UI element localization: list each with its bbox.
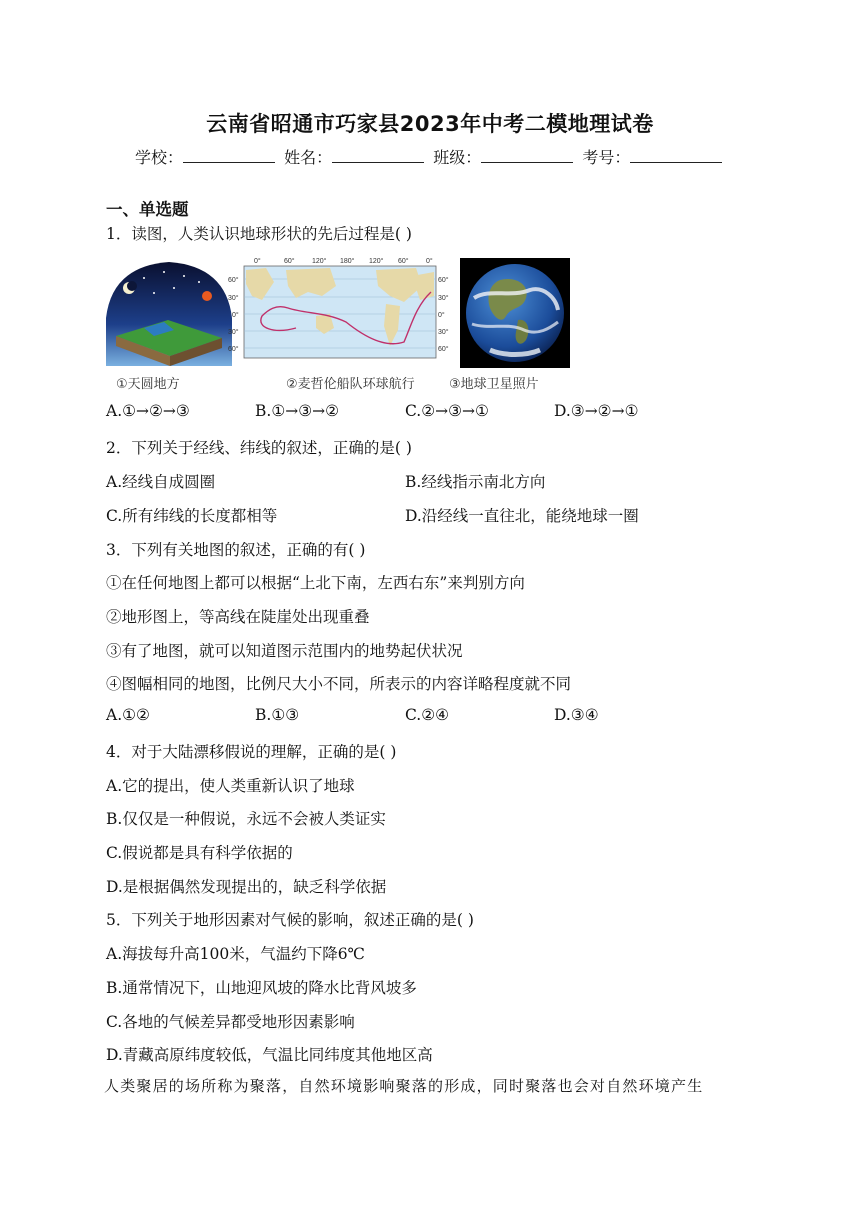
lat-tick: 30° bbox=[228, 329, 239, 336]
q3-option-b[interactable]: B.①③ bbox=[255, 706, 300, 724]
lat-tick: 60° bbox=[228, 346, 239, 353]
q4-option-b[interactable]: B.仅仅是一种假说，永远不会被人类证实 bbox=[106, 810, 386, 828]
q3-option-d[interactable]: D.③④ bbox=[554, 706, 599, 724]
class-label: 班级： bbox=[433, 148, 482, 167]
q2-option-d[interactable]: D.沿经线一直往北，能绕地球一圈 bbox=[405, 507, 639, 525]
lon-tick: 180° bbox=[340, 258, 355, 265]
school-label: 学校： bbox=[135, 148, 184, 167]
lat-tick: 60° bbox=[438, 277, 449, 284]
section-heading: 一、单选题 bbox=[106, 200, 189, 219]
earth-satellite-photo bbox=[460, 258, 570, 368]
figure-caption-3: ③地球卫星照片 bbox=[449, 377, 539, 392]
q3-option-c[interactable]: C.②④ bbox=[405, 706, 450, 724]
q4-option-a[interactable]: A.它的提出，使人类重新认识了地球 bbox=[106, 777, 355, 795]
q4-option-d[interactable]: D.是根据偶然发现提出的，缺乏科学依据 bbox=[106, 878, 387, 896]
lon-tick: 120° bbox=[312, 258, 327, 265]
exam-no-blank[interactable] bbox=[630, 148, 722, 163]
class-blank[interactable] bbox=[481, 148, 573, 163]
q5-option-a[interactable]: A.海拔每升高100米，气温约下降6℃ bbox=[106, 945, 365, 963]
lat-tick: 0° bbox=[232, 312, 239, 319]
heaven-round-earth-square-image bbox=[104, 258, 234, 370]
lat-tick: 30° bbox=[228, 295, 239, 302]
q3-statement-4: ④图幅相同的地图，比例尺大小不同，所表示的内容详略程度就不同 bbox=[106, 675, 572, 693]
page-title: 云南省昭通市巧家县2023年中考二模地理试卷 bbox=[206, 112, 654, 136]
passage-text: 人类聚居的场所称为聚落，自然环境影响聚落的形成，同时聚落也会对自然环境产生 bbox=[104, 1077, 704, 1095]
student-info-row bbox=[135, 145, 726, 168]
q1-option-c[interactable]: C.②→③→① bbox=[405, 402, 489, 420]
q3-statement-3: ③有了地图，就可以知道图示范围内的地势起伏状况 bbox=[106, 642, 463, 660]
question-4-stem: 4．对于大陆漂移假说的理解，正确的是( ) bbox=[106, 743, 397, 761]
lon-tick: 60° bbox=[284, 258, 295, 265]
question-1-figure bbox=[104, 258, 574, 393]
q1-option-b[interactable]: B.①→③→② bbox=[255, 402, 339, 420]
lat-tick: 30° bbox=[438, 329, 449, 336]
figure-caption-2: ②麦哲伦船队环球航行 bbox=[286, 377, 415, 392]
figure-caption-1: ①天圆地方 bbox=[116, 377, 180, 392]
q5-option-b[interactable]: B.通常情况下，山地迎风坡的降水比背风坡多 bbox=[106, 979, 417, 997]
lat-tick: 0° bbox=[438, 312, 445, 319]
q3-option-a[interactable]: A.①② bbox=[106, 706, 150, 724]
lon-tick: 0° bbox=[254, 258, 261, 265]
question-2-stem: 2．下列关于经线、纬线的叙述，正确的是( ) bbox=[106, 439, 412, 457]
q3-statement-1: ①在任何地图上都可以根据“上北下南，左西右东”来判别方向 bbox=[106, 574, 525, 592]
exam-no-label: 考号： bbox=[582, 148, 631, 167]
q1-option-a[interactable]: A.①→②→③ bbox=[106, 402, 190, 420]
lon-tick: 120° bbox=[369, 258, 384, 265]
name-blank[interactable] bbox=[332, 148, 424, 163]
lat-tick: 60° bbox=[228, 277, 239, 284]
school-blank[interactable] bbox=[183, 148, 275, 163]
lon-tick: 0° bbox=[426, 258, 433, 265]
question-5-stem: 5．下列关于地形因素对气候的影响，叙述正确的是( ) bbox=[106, 911, 474, 929]
q5-option-d[interactable]: D.青藏高原纬度较低，气温比同纬度其他地区高 bbox=[106, 1046, 433, 1064]
lat-tick: 60° bbox=[438, 346, 449, 353]
question-3-stem: 3．下列有关地图的叙述，正确的有( ) bbox=[106, 541, 366, 559]
q3-statement-2: ②地形图上，等高线在陡崖处出现重叠 bbox=[106, 608, 370, 626]
q4-option-c[interactable]: C.假说都是具有科学依据的 bbox=[106, 844, 293, 862]
lon-tick: 60° bbox=[398, 258, 409, 265]
name-label: 姓名： bbox=[284, 148, 333, 167]
q5-option-c[interactable]: C.各地的气候差异都受地形因素影响 bbox=[106, 1013, 355, 1031]
q2-option-c[interactable]: C.所有纬线的长度都相等 bbox=[106, 507, 278, 525]
q2-option-b[interactable]: B.经线指示南北方向 bbox=[405, 473, 546, 491]
q2-option-a[interactable]: A.经线自成圆圈 bbox=[106, 473, 216, 491]
question-1-stem: 1．读图，人类认识地球形状的先后过程是( ) bbox=[106, 225, 412, 243]
lat-tick: 30° bbox=[438, 295, 449, 302]
magellan-voyage-map bbox=[226, 256, 456, 368]
q1-option-d[interactable]: D.③→②→① bbox=[554, 402, 639, 420]
